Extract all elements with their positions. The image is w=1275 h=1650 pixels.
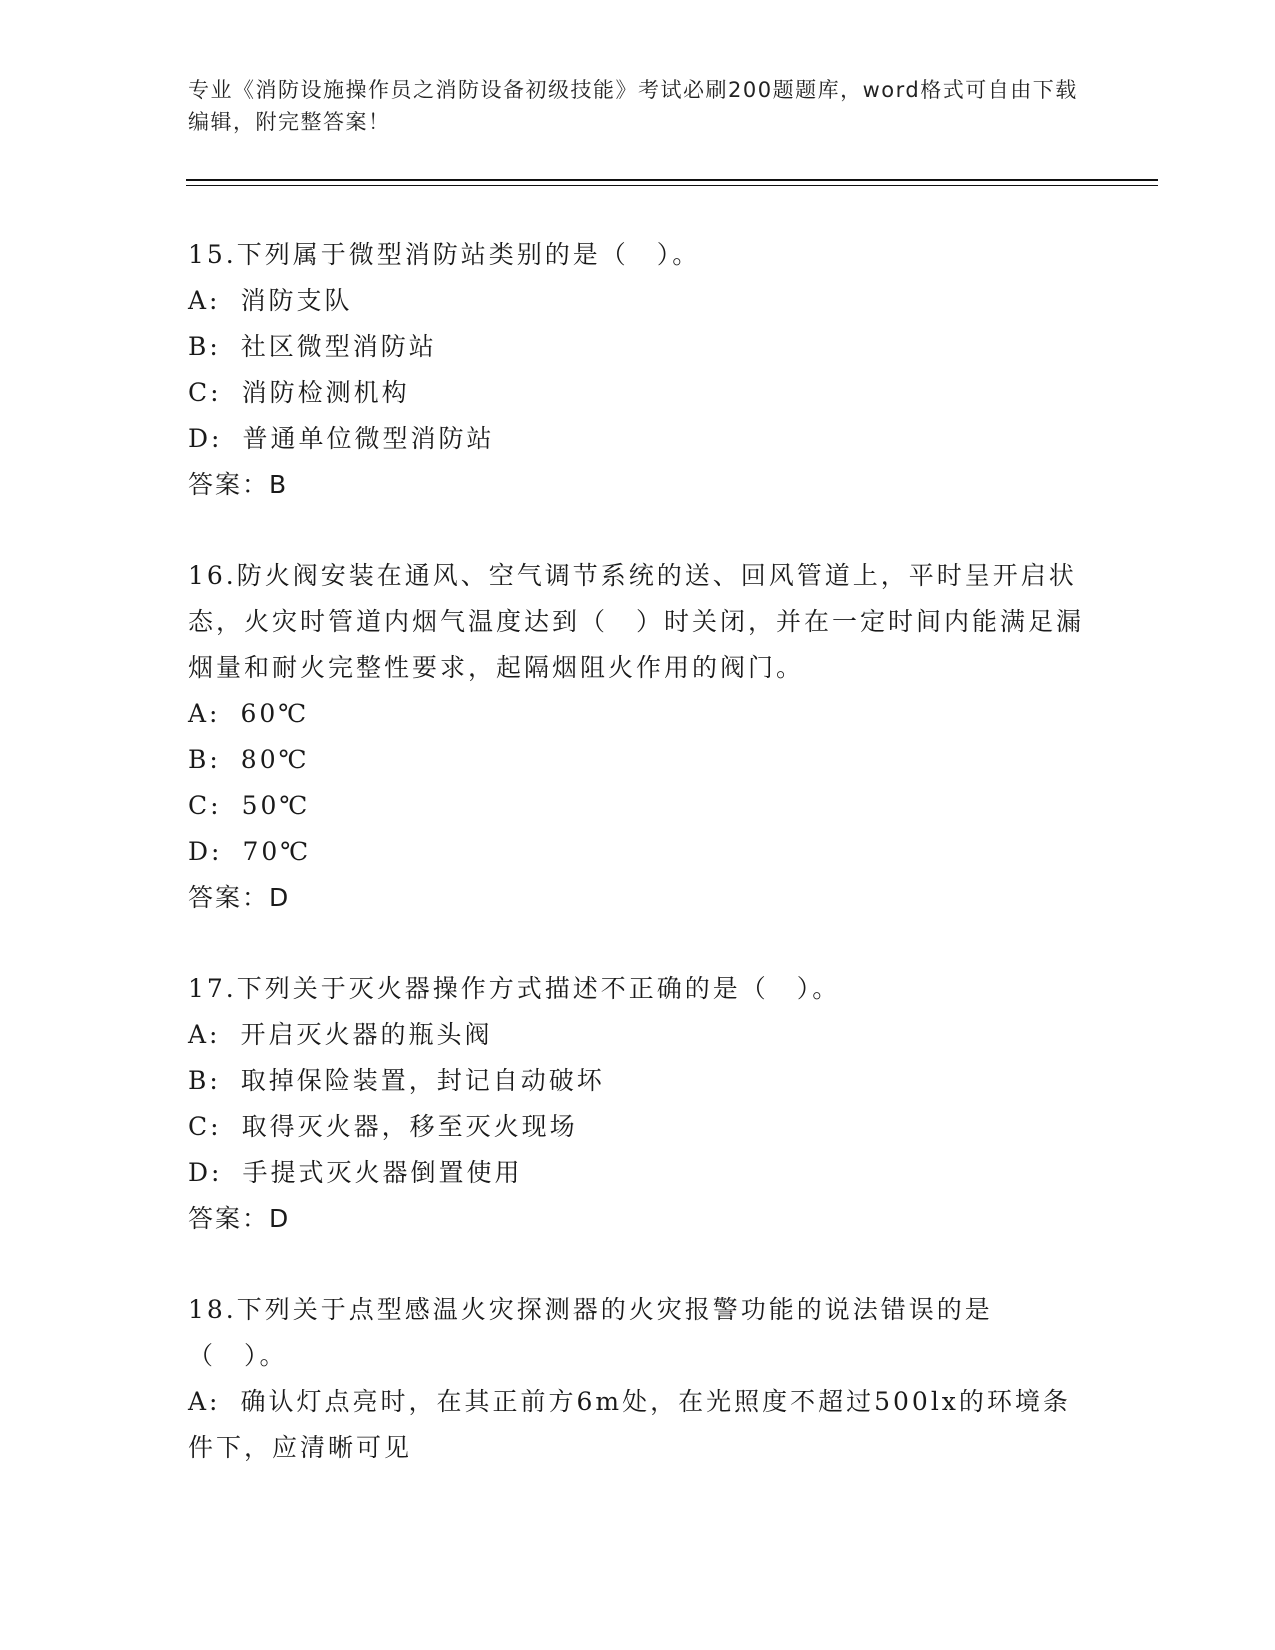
- option-a: [188, 691, 1088, 737]
- option-text: 取得灭火器，移至灭火现场: [241, 1112, 578, 1141]
- answer-line: 答案：D: [188, 1204, 291, 1233]
- option-text: 确认灯点亮时，在其正前方6m处，在光照度不超过500lx的环境条件下，应清晰可见: [188, 1387, 1071, 1462]
- option-a: [188, 1379, 1088, 1471]
- option-text: 普通单位微型消防站: [242, 424, 495, 453]
- option-letter: B:: [188, 745, 221, 774]
- option-b: [188, 737, 1088, 783]
- option-a: [188, 1012, 1088, 1058]
- question-stem: 17.下列关于灭火器操作方式描述不正确的是（ ）。: [188, 974, 841, 1003]
- option-b: [188, 1058, 1088, 1104]
- option-text: 手提式灭火器倒置使用: [242, 1158, 523, 1187]
- question-17: [188, 966, 1088, 1242]
- question-18: [188, 1287, 1088, 1471]
- option-c: [188, 370, 1088, 416]
- option-text: 消防检测机构: [241, 378, 410, 407]
- header-divider: [186, 179, 1158, 181]
- option-letter: D:: [188, 837, 223, 866]
- option-text: 社区微型消防站: [240, 332, 437, 361]
- question-stem: 18.下列关于点型感温火灾探测器的火灾报警功能的说法错误的是（ ）。: [188, 1295, 993, 1370]
- document-header: 专业《消防设施操作员之消防设备初级技能》考试必刷200题题库，word格式可自由下载编辑，附完整答案！: [188, 78, 1078, 134]
- answer-line: 答案：B: [188, 470, 289, 499]
- answer-line: 答案：D: [188, 883, 291, 912]
- option-letter: C:: [188, 1112, 222, 1141]
- option-d: [188, 416, 1088, 462]
- option-a: [188, 278, 1088, 324]
- header-divider-thin: [186, 185, 1158, 186]
- option-text: 70℃: [242, 837, 312, 866]
- option-letter: C:: [188, 378, 222, 407]
- question-stem: 16.防火阀安装在通风、空气调节系统的送、回风管道上，平时呈开启状态，火灾时管道内烟气温度达到（ ）时关闭，并在一定时间内能满足漏烟量和耐火完整性要求，起隔烟阻火作用的阀门。: [188, 561, 1085, 682]
- option-text: 消防支队: [240, 286, 353, 315]
- question-15: [188, 232, 1088, 508]
- question-list: [188, 232, 1088, 1516]
- option-letter: A:: [188, 286, 221, 315]
- option-d: [188, 1150, 1088, 1196]
- option-letter: A:: [188, 1020, 221, 1049]
- option-text: 60℃: [240, 699, 310, 728]
- option-text: 开启灭火器的瓶头阀: [240, 1020, 493, 1049]
- option-b: [188, 324, 1088, 370]
- option-letter: A:: [188, 1387, 221, 1416]
- option-letter: D:: [188, 1158, 223, 1187]
- question-stem: 15.下列属于微型消防站类别的是（ ）。: [188, 240, 701, 269]
- option-letter: B:: [188, 1066, 221, 1095]
- option-text: 50℃: [241, 791, 311, 820]
- option-text: 80℃: [240, 745, 310, 774]
- option-c: [188, 783, 1088, 829]
- option-letter: A:: [188, 699, 221, 728]
- question-16: [188, 553, 1088, 921]
- option-c: [188, 1104, 1088, 1150]
- option-letter: D:: [188, 424, 223, 453]
- option-letter: B:: [188, 332, 221, 361]
- option-letter: C:: [188, 791, 222, 820]
- option-d: [188, 829, 1088, 875]
- option-text: 取掉保险装置，封记自动破坏: [240, 1066, 605, 1095]
